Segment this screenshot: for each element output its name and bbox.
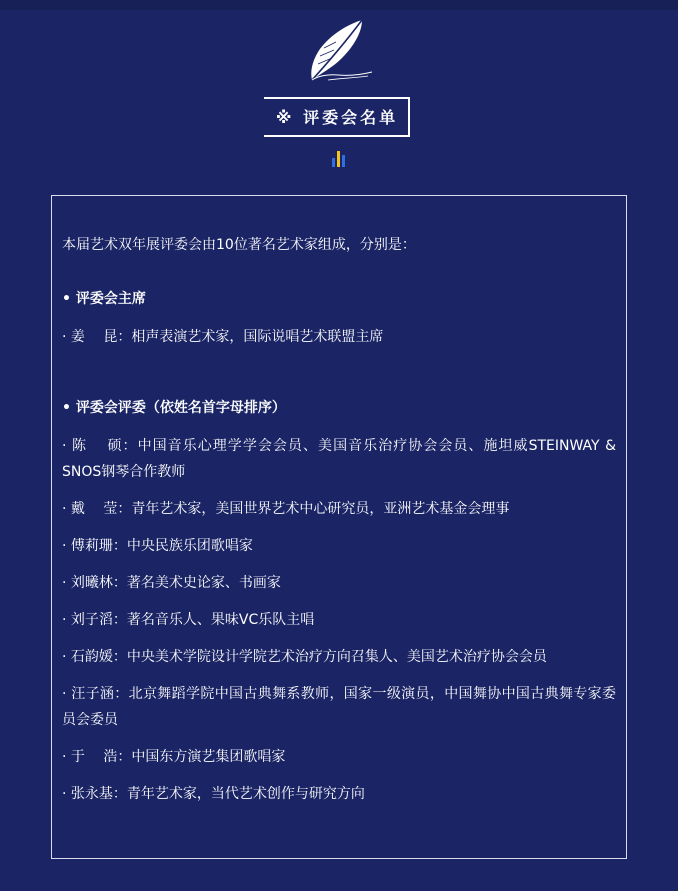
title-mark: ※ [275,108,295,127]
list-item: · 刘子滔：著名音乐人、果味VC乐队主唱 [62,612,315,628]
jury-list-content [62,232,616,818]
section-gap [62,361,616,395]
chair-heading: • 评委会主席 [62,291,146,307]
list-item: · 刘曦林：著名美术史论家、书画家 [62,575,281,591]
title-label: 评委会名单 [303,108,399,127]
page-title [264,99,410,137]
bar-left [332,158,335,167]
list-item: · 石韵媛：中央美术学院设计学院艺术治疗方向召集人、美国艺术治疗协会会员 [62,649,547,665]
bar-middle [337,151,340,167]
list-item: · 汪子涵：北京舞蹈学院中国古典舞系教师，国家一级演员，中国舞协中国古典舞专家委员会委员 [62,686,616,728]
bar-chart-icon [331,151,347,167]
intro-text: 本届艺术双年展评委会由10位著名艺术家组成，分别是： [62,237,416,253]
list-item: · 陈 硕：中国音乐心理学学会会员、美国音乐治疗协会会员、施坦威STEINWAY & SNOS钢琴合作教师 [62,438,616,480]
list-item: · 张永基：青年艺术家，当代艺术创作与研究方向 [62,786,365,802]
list-item: · 于 浩：中国东方演艺集团歌唱家 [62,749,286,765]
list-item: · 傅莉珊：中央民族乐团歌唱家 [62,538,253,554]
list-item: · 戴 莹：青年艺术家，美国世界艺术中心研究员，亚洲艺术基金会理事 [62,501,510,517]
feather-quill-icon [298,18,378,88]
bar-right [342,155,345,167]
title-frame [264,97,410,137]
list-item: · 姜 昆：相声表演艺术家，国际说唱艺术联盟主席 [62,329,384,345]
top-strip [0,0,678,10]
members-heading: • 评委会评委（依姓名首字母排序） [62,400,286,416]
jury-list-panel [51,195,627,859]
